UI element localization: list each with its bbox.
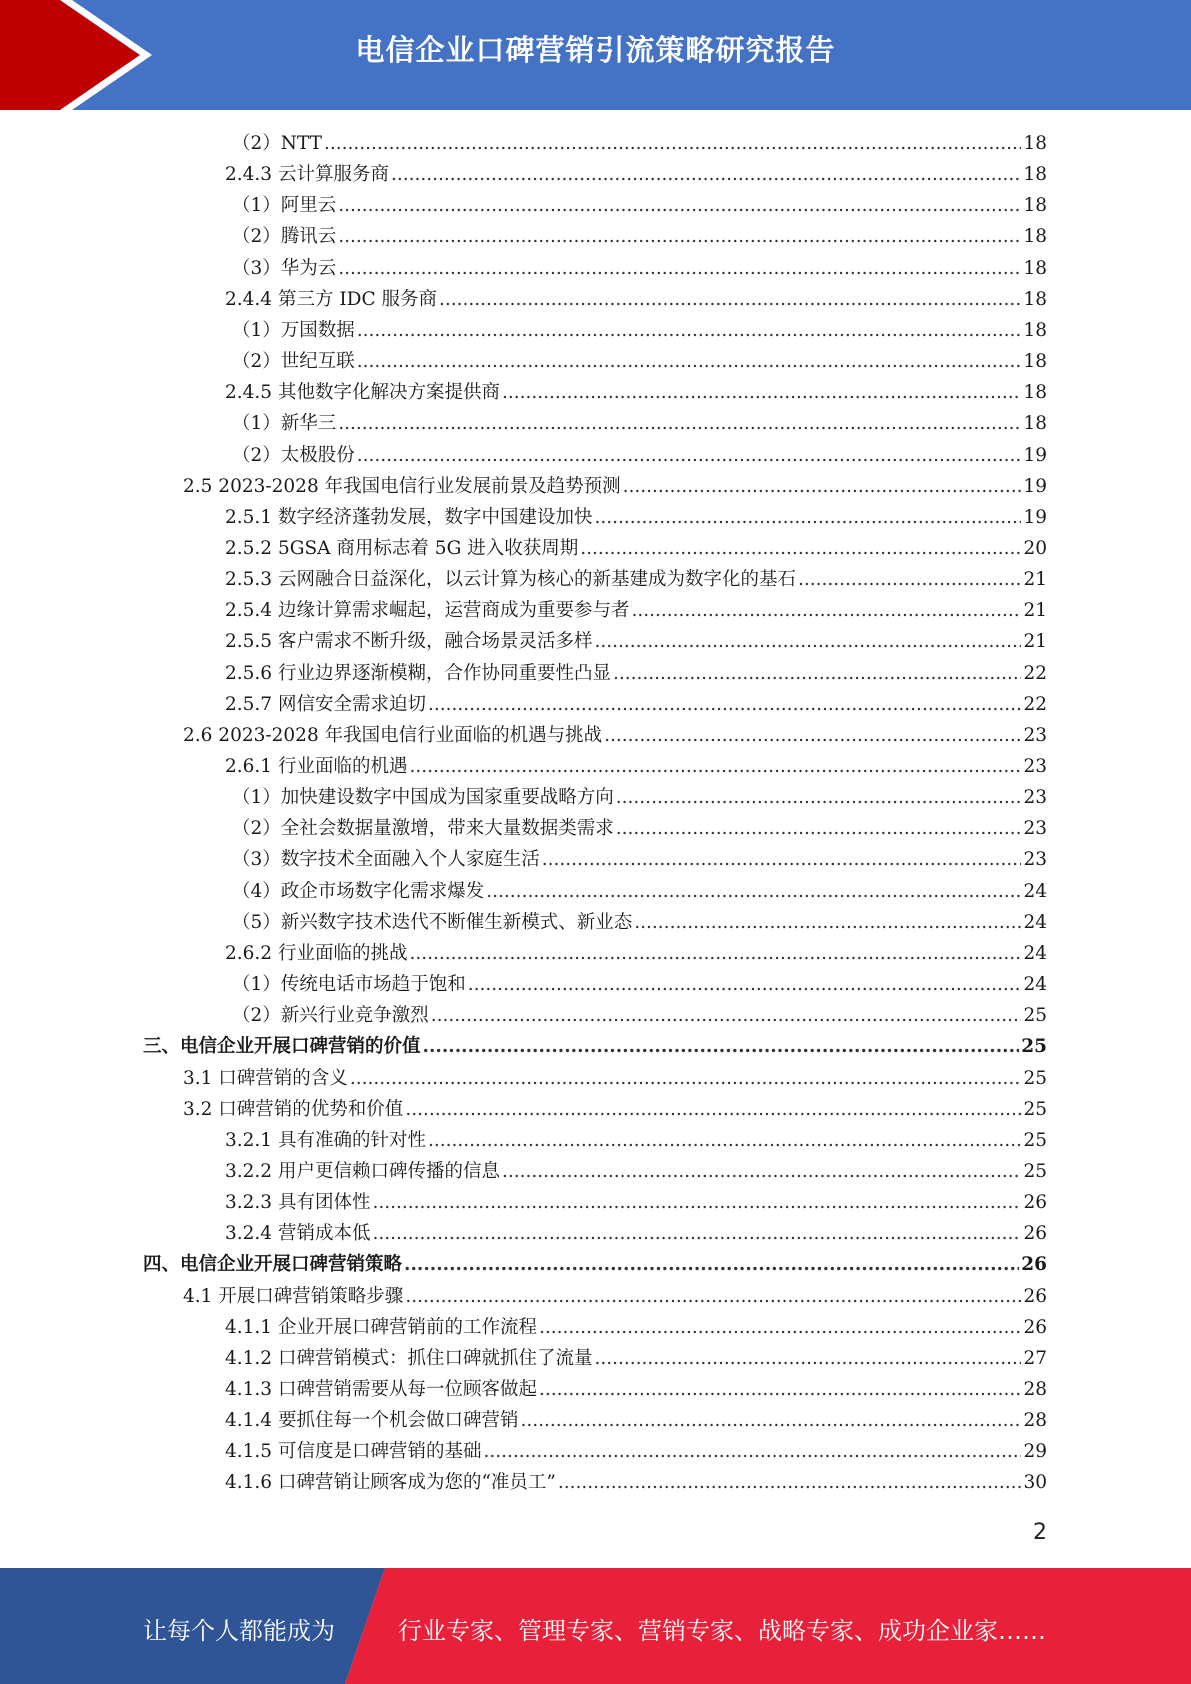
toc-entry-label: 2.5.1 数字经济蓬勃发展，数字中国建设加快 <box>225 506 593 528</box>
toc-entry-page: 19 <box>1023 475 1047 497</box>
toc-entry[interactable] <box>232 1000 1047 1031</box>
toc-entry-label: （1）新华三 <box>232 413 337 435</box>
toc-entry-label: 2.4.4 第三方 IDC 服务商 <box>225 288 438 310</box>
toc-entry-page: 18 <box>1023 164 1047 186</box>
toc-entry-page: 21 <box>1023 600 1047 622</box>
toc-entry-page: 19 <box>1023 444 1047 466</box>
toc-leader-dots <box>634 907 1021 938</box>
toc-entry[interactable] <box>232 844 1047 875</box>
toc-entry-page: 21 <box>1023 569 1047 591</box>
toc-leader-dots <box>468 969 1022 1000</box>
toc-entry[interactable] <box>232 221 1047 252</box>
footer-slogan-right: 行业专家、管理专家、营销专家、战略专家、成功企业家…… <box>398 1617 1046 1645</box>
toc-leader-dots <box>594 502 1021 533</box>
toc-entry-page: 25 <box>1023 1129 1047 1151</box>
toc-leader-dots <box>431 1000 1022 1031</box>
toc-entry-label: 4.1.4 要抓住每一个机会做口碑营销 <box>225 1410 519 1432</box>
toc-entry-page: 28 <box>1023 1379 1047 1400</box>
toc-entry[interactable] <box>225 595 1047 626</box>
toc-entry[interactable] <box>225 751 1047 782</box>
toc-entry[interactable] <box>225 658 1047 689</box>
toc-entry-label: 2.6.2 行业面临的挑战 <box>225 942 408 964</box>
toc-leader-dots <box>324 128 1021 159</box>
toc-leader-dots <box>502 1156 1021 1187</box>
toc-entry-page: 24 <box>1023 974 1047 996</box>
toc-entry[interactable] <box>225 689 1047 720</box>
toc-entry[interactable] <box>232 813 1047 844</box>
toc-entry[interactable] <box>183 720 1047 751</box>
toc-entry-page: 21 <box>1023 631 1047 653</box>
toc-leader-dots <box>594 1343 1021 1374</box>
toc-entry[interactable] <box>225 502 1047 533</box>
toc-entry-label: 3.1 口碑营销的含义 <box>183 1067 348 1089</box>
toc-entry[interactable] <box>225 626 1047 657</box>
toc-entry[interactable] <box>183 1063 1047 1094</box>
toc-entry-label: 4.1.2 口碑营销模式：抓住口碑就抓住了流量 <box>225 1347 593 1369</box>
toc-leader-dots <box>439 284 1021 315</box>
toc-entry-label: 4.1.5 可信度是口碑营销的基础 <box>225 1441 482 1463</box>
toc-entry-page: 19 <box>1023 506 1047 528</box>
toc-entry[interactable] <box>225 1187 1047 1218</box>
page-footer <box>0 1568 1191 1684</box>
toc-leader-dots <box>409 751 1021 782</box>
toc-leader-dots <box>616 782 1022 813</box>
footer-slogan-left: 让每个人都能成为 <box>143 1617 335 1645</box>
toc-entry[interactable] <box>232 969 1047 1000</box>
toc-entry[interactable] <box>225 1156 1047 1187</box>
toc-leader-dots <box>357 315 1022 346</box>
toc-entry-page: 25 <box>1023 1005 1047 1027</box>
toc-entry-label: 2.5.7 网信安全需求迫切 <box>225 693 426 715</box>
toc-entry-label: 2.5.3 云网融合日益深化，以云计算为核心的新基建成为数字化的基石 <box>225 569 796 591</box>
toc-entry[interactable] <box>225 1343 1047 1374</box>
toc-entry[interactable] <box>225 1405 1047 1436</box>
toc-leader-dots <box>423 1031 1020 1062</box>
toc-leader-dots <box>558 1467 1022 1498</box>
toc-entry-label: （1）万国数据 <box>232 319 355 341</box>
toc-entry-label: 3.2.2 用户更信赖口碑传播的信息 <box>225 1160 500 1182</box>
toc-entry-page: 18 <box>1023 413 1047 435</box>
toc-entry-page: 18 <box>1023 226 1047 248</box>
toc-entry-page: 25 <box>1023 1067 1047 1089</box>
toc-entry[interactable] <box>232 128 1047 159</box>
toc-entry-label: 2.5.2 5GSA 商用标志着 5G 进入收获周期 <box>225 537 579 559</box>
toc-entry-label: （2）太极股份 <box>232 444 355 466</box>
toc-leader-dots <box>338 221 1021 252</box>
toc-entry-page: 24 <box>1023 911 1047 933</box>
toc-leader-dots <box>623 471 1022 502</box>
toc-entry[interactable] <box>232 408 1047 439</box>
toc-entry[interactable] <box>225 1312 1047 1343</box>
toc-entry-label: 2.5.4 边缘计算需求崛起，运营商成为重要参与者 <box>225 600 630 622</box>
page-header <box>0 0 1191 110</box>
toc-entry-label: 3.2.1 具有准确的针对性 <box>225 1129 426 1151</box>
toc-leader-dots <box>631 595 1021 626</box>
toc-entry[interactable] <box>225 1125 1047 1156</box>
toc-leader-dots <box>391 159 1021 190</box>
toc-entry-label: （5）新兴数字技术迭代不断催生新模式、新业态 <box>232 911 633 933</box>
toc-entry-label: （2）全社会数据量激增，带来大量数据类需求 <box>232 818 614 840</box>
toc-entry-label: （2）新兴行业竞争激烈 <box>232 1005 429 1027</box>
toc-entry[interactable] <box>143 1249 1047 1280</box>
toc-leader-dots <box>613 658 1021 689</box>
toc-entry[interactable] <box>225 1374 1047 1405</box>
toc-entry-label: 2.6 2023-2028 年我国电信行业面临的机遇与挑战 <box>183 724 603 746</box>
toc-leader-dots <box>338 408 1021 439</box>
toc-entry-page: 26 <box>1021 1254 1047 1276</box>
toc-leader-dots <box>604 720 1021 751</box>
toc-entry-page: 23 <box>1023 787 1047 809</box>
toc-leader-dots <box>372 1218 1021 1249</box>
toc-entry[interactable] <box>232 876 1047 907</box>
toc-entry-page: 25 <box>1023 1160 1047 1182</box>
toc-leader-dots <box>539 1374 1021 1405</box>
toc-leader-dots <box>542 844 1022 875</box>
toc-entry[interactable] <box>225 159 1047 190</box>
toc-leader-dots <box>338 190 1021 221</box>
toc-entry[interactable] <box>225 1467 1047 1498</box>
toc-entry-label: 3.2.4 营销成本低 <box>225 1223 371 1245</box>
toc-entry-label: 4.1 开展口碑营销策略步骤 <box>183 1285 404 1307</box>
toc-entry-page: 25 <box>1023 1098 1047 1120</box>
toc-entry[interactable] <box>225 284 1047 315</box>
toc-leader-dots <box>594 626 1021 657</box>
toc-entry[interactable] <box>225 1218 1047 1249</box>
toc-entry-page: 29 <box>1023 1441 1047 1463</box>
page-number: 2 <box>1033 1520 1047 1545</box>
toc-entry-page: 22 <box>1023 693 1047 715</box>
toc-entry[interactable] <box>225 564 1047 595</box>
toc-entry[interactable] <box>225 938 1047 969</box>
toc-entry[interactable] <box>225 1436 1047 1467</box>
toc-entry-page: 18 <box>1023 195 1047 217</box>
toc-entry-page: 26 <box>1023 1192 1047 1214</box>
toc-entry[interactable] <box>232 440 1047 471</box>
toc-entry-page: 18 <box>1023 257 1047 279</box>
toc-entry-label: 4.1.6 口碑营销让顾客成为您的“准员工” <box>225 1472 556 1494</box>
toc-entry-label: 3.2 口碑营销的优势和价值 <box>183 1098 404 1120</box>
toc-leader-dots <box>428 1125 1021 1156</box>
toc-leader-dots <box>580 533 1021 564</box>
toc-entry[interactable] <box>232 190 1047 221</box>
toc-entry[interactable] <box>225 533 1047 564</box>
toc-leader-dots <box>539 1312 1021 1343</box>
toc-entry[interactable] <box>143 1031 1047 1062</box>
report-title: 电信企业口碑营销引流策略研究报告 <box>355 33 836 67</box>
toc-entry-page: 18 <box>1023 351 1047 373</box>
toc-leader-dots <box>404 1249 1019 1280</box>
toc-entry-page: 18 <box>1023 133 1047 154</box>
toc-entry-label: 三、电信企业开展口碑营销的价值 <box>143 1036 421 1058</box>
toc-entry-page: 18 <box>1023 319 1047 341</box>
toc-entry[interactable] <box>183 471 1047 502</box>
toc-entry-label: 4.1.3 口碑营销需要从每一位顾客做起 <box>225 1379 537 1400</box>
toc-entry-label: 2.4.5 其他数字化解决方案提供商 <box>225 382 500 404</box>
toc-entry-page: 18 <box>1023 288 1047 310</box>
toc-leader-dots <box>616 813 1022 844</box>
toc-entry-page: 25 <box>1021 1036 1047 1058</box>
toc-leader-dots <box>350 1063 1022 1094</box>
toc-entry-page: 30 <box>1023 1472 1047 1494</box>
toc-entry[interactable] <box>225 377 1047 408</box>
toc-entry-page: 27 <box>1023 1347 1047 1369</box>
toc-entry[interactable] <box>183 1281 1047 1312</box>
toc-leader-dots <box>428 689 1021 720</box>
toc-entry-page: 23 <box>1023 818 1047 840</box>
toc-leader-dots <box>486 876 1021 907</box>
toc-entry-label: 2.5.5 客户需求不断升级，融合场景灵活多样 <box>225 631 593 653</box>
toc-entry-page: 23 <box>1023 756 1047 777</box>
toc-leader-dots <box>483 1436 1021 1467</box>
toc-entry-label: 2.6.1 行业面临的机遇 <box>225 756 408 777</box>
toc-leader-dots <box>502 377 1021 408</box>
toc-entry-label: 四、电信企业开展口碑营销策略 <box>143 1254 403 1276</box>
toc-entry-page: 26 <box>1023 1316 1047 1338</box>
toc-entry-page: 26 <box>1023 1223 1047 1245</box>
toc-entry-page: 23 <box>1023 849 1047 871</box>
toc-leader-dots <box>520 1405 1021 1436</box>
toc-entry-page: 22 <box>1023 662 1047 684</box>
toc-entry-page: 28 <box>1023 1410 1047 1432</box>
toc-entry[interactable] <box>232 346 1047 377</box>
toc-leader-dots <box>405 1094 1021 1125</box>
toc-entry[interactable] <box>232 907 1047 938</box>
toc-entry-label: 3.2.3 具有团体性 <box>225 1192 371 1214</box>
toc-entry-page: 24 <box>1023 942 1047 964</box>
toc-leader-dots <box>798 564 1021 595</box>
toc-entry[interactable] <box>232 253 1047 284</box>
toc-entry-label: （1）加快建设数字中国成为国家重要战略方向 <box>232 787 614 809</box>
toc-entry-label: （2）腾讯云 <box>232 226 337 248</box>
toc-entry-label: 2.5.6 行业边界逐渐模糊，合作协同重要性凸显 <box>225 662 611 684</box>
toc-entry-label: 4.1.1 企业开展口碑营销前的工作流程 <box>225 1316 537 1338</box>
toc-entry-label: （3）华为云 <box>232 257 337 279</box>
toc-entry-label: （1）传统电话市场趋于饱和 <box>232 974 466 996</box>
toc-entry[interactable] <box>232 782 1047 813</box>
toc-leader-dots <box>338 253 1021 284</box>
toc-entry-page: 24 <box>1023 880 1047 902</box>
toc-entry-label: （4）政企市场数字化需求爆发 <box>232 880 485 902</box>
toc-entry[interactable] <box>232 315 1047 346</box>
toc-entry[interactable] <box>183 1094 1047 1125</box>
toc-leader-dots <box>357 440 1022 471</box>
toc-leader-dots <box>357 346 1022 377</box>
toc-leader-dots <box>372 1187 1021 1218</box>
toc-entry-page: 20 <box>1023 537 1047 559</box>
toc-entry-label: 2.4.3 云计算服务商 <box>225 164 389 186</box>
toc-entry-page: 18 <box>1023 382 1047 404</box>
toc-entry-label: （3）数字技术全面融入个人家庭生活 <box>232 849 540 871</box>
toc-entry-label: 2.5 2023-2028 年我国电信行业发展前景及趋势预测 <box>183 475 621 497</box>
toc-entry-label: （1）阿里云 <box>232 195 337 217</box>
toc-entry-label: （2）世纪互联 <box>232 351 355 373</box>
toc-leader-dots <box>405 1281 1021 1312</box>
toc-entry-label: （2）NTT <box>232 133 322 154</box>
toc-entry-page: 23 <box>1023 724 1047 746</box>
toc-leader-dots <box>409 938 1021 969</box>
toc-entry-page: 26 <box>1023 1285 1047 1307</box>
